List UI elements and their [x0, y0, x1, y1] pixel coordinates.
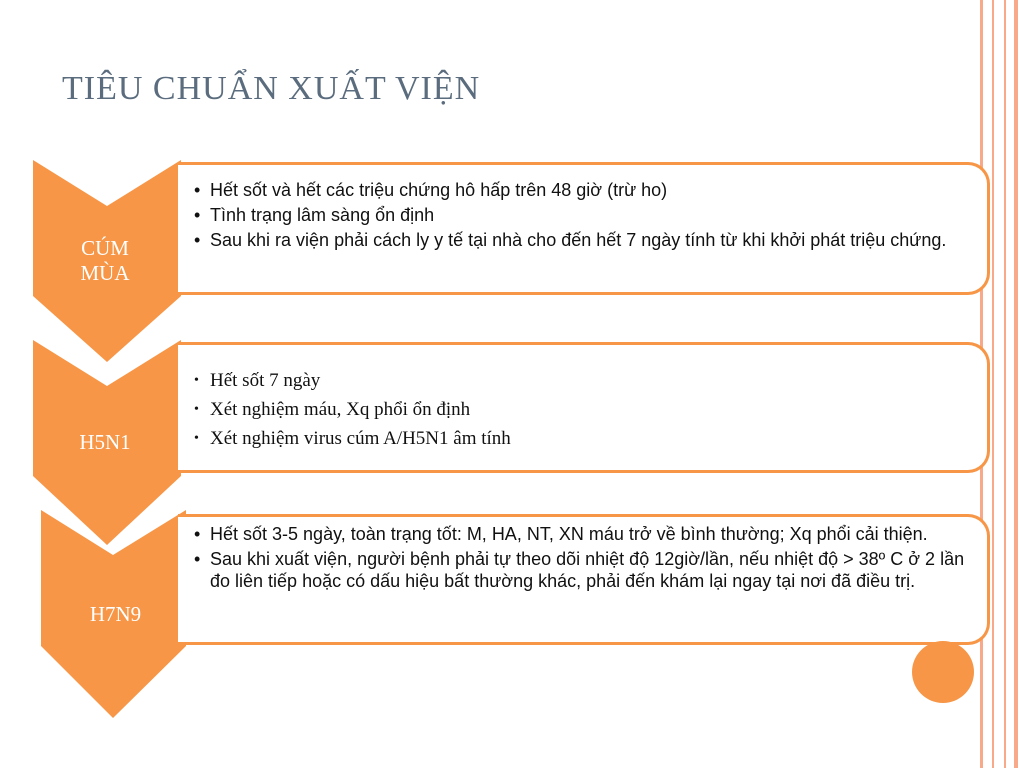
criteria-box-h5n1 [178, 342, 990, 473]
criteria-box-cum-mua [178, 162, 990, 295]
decor-stripe [1014, 0, 1018, 768]
row-label-h7n9 [48, 602, 183, 627]
row-label-line: H5N1 [79, 430, 131, 454]
criteria-list [186, 369, 967, 451]
row-label-line: H7N9 [89, 602, 142, 626]
criteria-item: • Sau khi ra viện phải cách ly y tế tại nhà cho đến hết 7 ngày tính từ khi khởi phát triệu chứng. [186, 229, 967, 251]
decor-stripe [992, 0, 994, 768]
criteria-list [186, 523, 967, 592]
criteria-box-h7n9 [178, 514, 990, 645]
criteria-item: • Hết sốt và hết các triệu chứng hô hấp trên 48 giờ (trừ ho) [186, 179, 967, 201]
criteria-item: • Xét nghiệm virus cúm A/H5N1 âm tính [186, 427, 967, 451]
decor-circle [912, 641, 974, 703]
slide-title: TIÊU CHUẨN XUẤT VIỆN [62, 70, 481, 107]
row-label-cum-mua [40, 236, 170, 286]
criteria-item: • Tình trạng lâm sàng ổn định [186, 204, 967, 226]
criteria-item: • Hết sốt 3-5 ngày, toàn trạng tốt: M, HA, NT, XN máu trở về bình thường; Xq phổi cải thiện. [186, 523, 967, 545]
decor-stripe [1004, 0, 1006, 768]
criteria-list [186, 179, 967, 251]
row-label-h5n1 [40, 430, 170, 455]
row-label-line: MÙA [80, 261, 130, 285]
criteria-item: • Sau khi xuất viện, người bệnh phải tự theo dõi nhiệt độ 12giờ/lần, nếu nhiệt độ > 38º C ở 2 lần đo liên tiếp hoặc có dấu hiệu bất thường khác, phải đến khám lại ngay tại nơi đã điều trị. [186, 548, 967, 592]
criteria-item: • Hết sốt 7 ngày [186, 369, 967, 393]
row-label-line: CÚM [81, 236, 129, 260]
criteria-item: • Xét nghiệm máu, Xq phổi ổn định [186, 398, 967, 422]
